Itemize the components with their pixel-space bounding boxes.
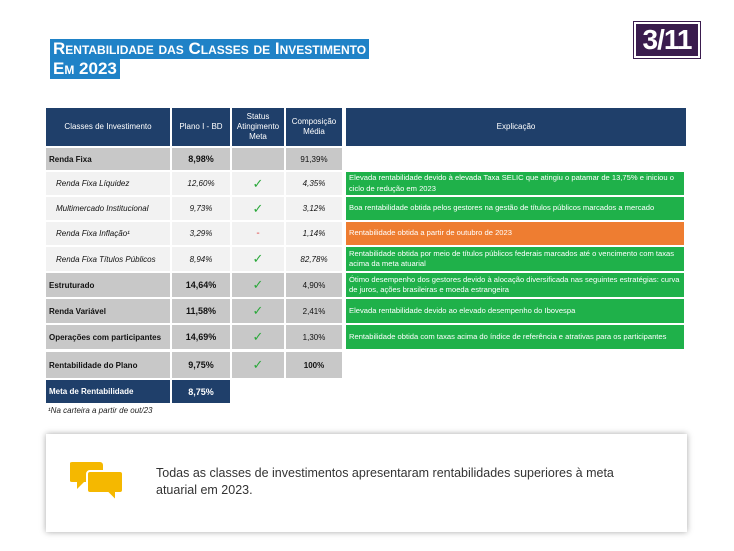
header-composicao: Composição Média	[286, 108, 342, 146]
row-name: Renda Fixa	[46, 148, 170, 170]
page-title	[50, 39, 369, 79]
row-name: Renda Fixa Líquidez	[46, 172, 170, 195]
row-name: Renda Variável	[46, 299, 170, 323]
header-explicacao: Explicação	[346, 108, 686, 146]
chat-bubbles-icon	[70, 460, 126, 504]
row-comp: 100%	[286, 352, 342, 378]
row-plano: 11,58%	[172, 299, 230, 323]
row-explanation: Elevada rentabilidade devido ao elevado desempenho do Ibovespa	[346, 299, 684, 323]
row-name: Renda Fixa Títulos Públicos	[46, 247, 170, 271]
callout-box	[46, 434, 687, 532]
check-icon: ✓	[232, 197, 284, 220]
row-explanation: Elevada rentabilidade devido à elevada Taxa SELIC que atingiu o patamar de 13,75% e iniciou o ciclo de redução em 2023	[346, 172, 684, 195]
check-icon: ✓	[232, 273, 284, 297]
row-explanation: Ótimo desempenho dos gestores devido à alocação diversificada nas seguintes estratégias: curva de juros, ações brasileiras e moeda estrangeira	[346, 273, 684, 297]
meta-name: Meta de Rentabilidade	[46, 380, 170, 403]
check-icon: ✓	[232, 352, 284, 378]
row-explanation: Boa rentabilidade obtida pelos gestores na gestão de títulos públicos marcados a mercado	[346, 197, 684, 220]
row-name: Renda Fixa Inflação¹	[46, 222, 170, 245]
row-explanation: Rentabilidade obtida a partir de outubro de 2023	[346, 222, 684, 245]
dash-icon: -	[232, 222, 284, 245]
page-number-badge: 3/11	[634, 22, 700, 58]
meta-plano: 8,75%	[172, 380, 230, 403]
row-comp: 82,78%	[286, 247, 342, 271]
row-plano: 14,69%	[172, 325, 230, 349]
row-name: Multimercado Institucional	[46, 197, 170, 220]
footnote: ¹Na carteira a partir de out/23	[48, 406, 153, 415]
row-plano: 8,98%	[172, 148, 230, 170]
row-plano: 12,60%	[172, 172, 230, 195]
row-comp: 2,41%	[286, 299, 342, 323]
check-icon: ✓	[232, 172, 284, 195]
row-comp: 1,30%	[286, 325, 342, 349]
title-line-1: Rentabilidade das Classes de Investimento	[50, 39, 369, 59]
check-icon: ✓	[232, 247, 284, 271]
header-status: Status Atingimento Meta	[232, 108, 284, 146]
row-comp: 91,39%	[286, 148, 342, 170]
row-plano: 9,75%	[172, 352, 230, 378]
row-comp: 4,90%	[286, 273, 342, 297]
row-name: Operações com participantes	[46, 325, 170, 349]
header-classes: Classes de Investimento	[46, 108, 170, 146]
row-comp: 1,14%	[286, 222, 342, 245]
check-icon: ✓	[232, 325, 284, 349]
row-name: Rentabilidade do Plano	[46, 352, 170, 378]
title-line-2: Em 2023	[50, 59, 120, 79]
row-plano: 9,73%	[172, 197, 230, 220]
callout-text: Todas as classes de investimentos apresentaram rentabilidades superiores à meta atuarial em 2023.	[156, 466, 614, 497]
header-plano: Plano I - BD	[172, 108, 230, 146]
row-explanation: Rentabilidade obtida com taxas acima do índice de referência e atrativas para os participantes	[346, 325, 684, 349]
row-plano: 8,94%	[172, 247, 230, 271]
row-comp: 3,12%	[286, 197, 342, 220]
row-plano: 14,64%	[172, 273, 230, 297]
row-status	[232, 148, 284, 170]
row-name: Estruturado	[46, 273, 170, 297]
row-plano: 3,29%	[172, 222, 230, 245]
row-explanation: Rentabilidade obtida por meio de títulos públicos federais marcados até o vencimento com taxas acima da meta atuarial	[346, 247, 684, 271]
check-icon: ✓	[232, 299, 284, 323]
row-comp: 4,35%	[286, 172, 342, 195]
